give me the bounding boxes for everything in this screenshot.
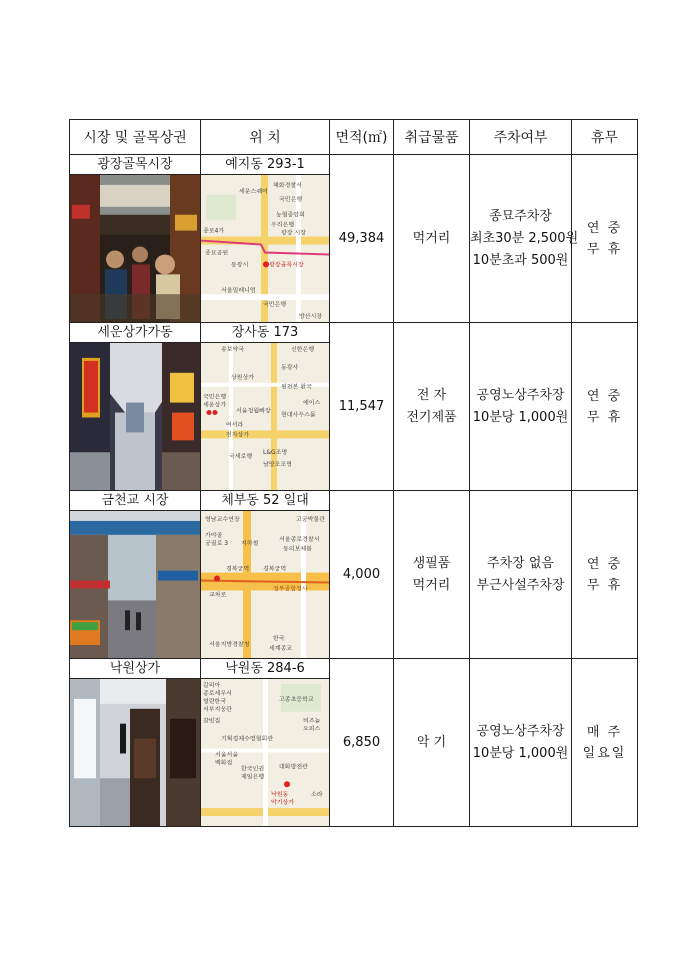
svg-text:고종초등학교: 고종초등학교 [279,695,314,703]
market-holiday [572,323,638,491]
goods-line: 먹거리 [412,230,451,246]
svg-text:광장골목시장: 광장골목시장 [269,261,304,269]
market-goods [394,659,470,827]
svg-text:세운스퀘어: 세운스퀘어 [239,187,268,195]
svg-text:경복궁역: 경복궁역 [226,565,250,573]
market-area: 49,384 [330,155,394,323]
svg-text:여서라: 여서라 [226,421,244,429]
svg-text:소라: 소라 [311,791,323,799]
svg-text:광장 시장: 광장 시장 [281,229,307,237]
svg-text:동의보체봄: 동의보체봄 [283,545,312,553]
market-name: 세운상가가동 [70,323,201,343]
svg-text:동광시: 동광시 [231,261,249,269]
svg-text:대화방전관: 대화방전관 [279,763,308,771]
holiday-line: 연 중 [586,556,623,572]
market-parking [470,659,572,827]
svg-text:서부지웅관: 서부지웅관 [203,705,232,713]
goods-line: 생필품 [412,555,451,571]
svg-text:악기상가: 악기상가 [271,799,295,807]
market-photo-image [70,175,200,322]
market-parking [470,323,572,491]
svg-text:종로4가: 종로4가 [203,227,225,235]
svg-text:국세로행: 국세로행 [229,453,253,461]
svg-text:정부종합청사: 정부종합청사 [273,585,308,593]
market-map [201,511,330,659]
market-map-image [201,679,329,826]
goods-line: 먹거리 [412,577,451,593]
svg-text:서울밀레니엄: 서울밀레니엄 [221,287,256,295]
market-address: 예지동 293-1 [201,155,330,175]
goods-line: 악 기 [416,734,447,750]
parking-line: 10분당 1,000원 [472,745,569,761]
market-photo [70,343,201,491]
market-parking [470,155,579,323]
market-map-image [201,343,329,490]
svg-text:국민은행: 국민은행 [279,195,303,203]
goods-line: 전 자 [416,387,447,403]
market-parking [470,491,572,659]
market-map [201,175,330,323]
svg-text:갈빗집: 갈빗집 [203,717,221,725]
svg-text:열린한국: 열린한국 [203,697,227,705]
svg-text:에이스: 에이스 [303,399,321,407]
parking-line: 주차장 없음 [487,555,554,571]
holiday-line: 연 중 [586,220,623,236]
svg-text:교차로: 교차로 [209,591,227,599]
market-holiday [572,155,638,323]
svg-text:원천본 환국: 원천본 환국 [281,383,312,391]
svg-text:혜화경찰서: 혜화경찰서 [273,181,302,189]
market-area: 11,547 [330,323,394,491]
header-area: 면적(㎡) [330,120,394,155]
market-row [70,491,638,511]
svg-text:서울서울: 서울서울 [215,751,239,759]
header-parking: 주차여부 [470,120,572,155]
market-table [69,119,638,827]
svg-text:제일은행: 제일은행 [241,773,265,781]
svg-text:백화점: 백화점 [215,759,233,767]
header-row [70,120,638,155]
market-row [70,659,638,679]
svg-text:지하철: 지하철 [241,539,259,547]
market-name: 광장골목시장 [70,155,201,175]
holiday-line: 일요일 [582,745,627,761]
svg-text:서울청월빠장: 서울청월빠장 [236,407,271,415]
market-photo-image [70,679,200,826]
svg-text:한국인권: 한국인권 [241,765,265,773]
svg-text:고궁박물관: 고궁박물관 [296,515,325,523]
market-photo-image [70,343,200,490]
market-name: 금천교 시장 [70,491,201,511]
header-goods: 취급물품 [394,120,470,155]
market-photo [70,511,201,659]
market-map [201,679,330,827]
svg-text:영남교수연장: 영남교수연장 [205,515,240,523]
parking-line: 공영노상주차장 [476,387,565,403]
header-location: 위 치 [201,120,330,155]
market-goods [394,155,470,323]
market-holiday [572,659,638,827]
svg-text:남양조조명: 남양조조명 [263,461,292,469]
market-address: 장사동 173 [201,323,330,343]
svg-text:동광사: 동광사 [281,363,299,371]
market-map-image [201,175,329,322]
parking-line: 부근사설주차장 [476,577,565,593]
market-goods [394,323,470,491]
svg-text:세운상가: 세운상가 [203,401,227,409]
market-photo [70,679,201,827]
market-area: 6,850 [330,659,394,827]
market-row [70,155,638,175]
svg-text:가야골: 가야골 [205,531,223,539]
header-market: 시장 및 골목상권 [70,120,201,155]
holiday-line: 무 휴 [586,241,623,257]
market-address: 낙원동 284-6 [201,659,330,679]
svg-text:낙원동: 낙원동 [271,791,289,799]
svg-text:경복궁역: 경복궁역 [263,565,287,573]
market-photo [70,175,201,323]
parking-line: 10분초과 500원 [472,252,569,268]
svg-text:세계종교: 세계종교 [269,645,293,653]
svg-text:종로세무서: 종로세무서 [203,689,232,697]
svg-text:상원상가: 상원상가 [231,373,255,381]
svg-text:비즈놀: 비즈놀 [303,717,321,725]
holiday-line: 무 휴 [586,409,623,425]
market-photo-image [70,511,200,658]
svg-text:기획경제수영협회관: 기획경제수영협회관 [221,735,274,743]
holiday-line: 연 중 [586,388,623,404]
parking-line: 최초30분 2,500원 [470,230,579,246]
svg-text:우리은행: 우리은행 [271,221,295,229]
svg-text:송보약국: 송보약국 [221,345,245,353]
svg-text:전자상가: 전자상가 [226,431,250,439]
svg-text:오피스: 오피스 [303,725,321,733]
svg-text:국민은행: 국민은행 [263,301,287,309]
svg-text:갈리아: 갈리아 [203,681,221,689]
holiday-line: 무 휴 [586,577,623,593]
goods-line: 전기제품 [406,409,457,425]
market-row [70,323,638,343]
holiday-line: 매 주 [586,724,623,740]
market-area: 4,000 [330,491,394,659]
svg-text:농협중앙회: 농협중앙회 [276,211,305,219]
svg-text:신한은행: 신한은행 [291,345,315,353]
header-holiday: 휴무 [572,120,638,155]
parking-line: 공영노상주차장 [476,723,565,739]
svg-text:궁궐로 3: 궁궐로 3 [205,539,229,547]
svg-text:현대사우스몰: 현대사우스몰 [281,411,316,419]
svg-text:서울지방경찰청: 서울지방경찰청 [209,641,250,649]
market-name: 낙원상가 [70,659,201,679]
svg-text:서울종로경찰서: 서울종로경찰서 [279,535,320,543]
svg-text:방산시장: 방산시장 [299,313,323,321]
svg-text:종묘공원: 종묘공원 [205,249,229,257]
svg-text:한국: 한국 [273,635,285,643]
parking-line: 10분당 1,000원 [472,409,569,425]
parking-line: 종묘주차장 [489,208,552,224]
market-holiday [572,491,638,659]
market-goods [394,491,470,659]
svg-text:국민은행: 국민은행 [203,393,227,401]
market-address: 체부동 52 일대 [201,491,330,511]
market-map [201,343,330,491]
svg-text:L&G조명: L&G조명 [263,449,288,457]
market-map-image [201,511,329,658]
